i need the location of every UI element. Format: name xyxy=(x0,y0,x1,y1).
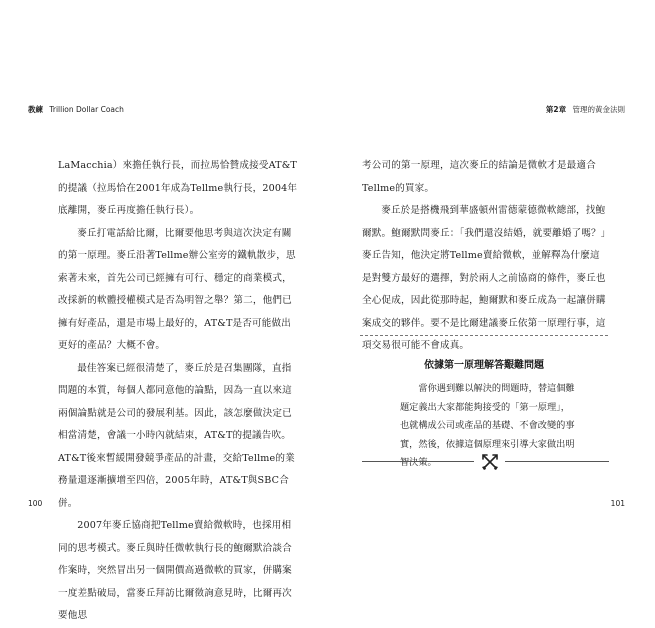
sidebar-title: 依據第一原理解答艱難問題 xyxy=(424,360,544,371)
right-page-number: 101 xyxy=(610,499,625,508)
right-page-body xyxy=(362,155,608,358)
header-chapter-title: 管理的黃金法則 xyxy=(572,105,625,114)
header-chapter-number: 第2章 xyxy=(545,105,567,114)
left-paragraph-2: 麥丘打電話給比爾，比爾要他思考與這次決定有關的第一原理。麥丘沿著Tellme辦公室旁的鐵軌散步，思索著未來，首先公司已經擁有可行、穩定的商業模式，改採新的軟體授權模式是否為明智之舉？第二，他們已擁有好產品，還是市場上最好的，AT&T是否可能做出更好的產品？大概不會。 xyxy=(58,227,296,351)
left-paragraph-3: 最佳答案已經很清楚了，麥丘於是召集團隊，直指問題的本質，每個人都同意他的論點，因為一直以來這兩個論點就是公司的發展利基。因此，該怎麼做決定已相當清楚，會議一小時內就結束，AT&T的提議告吹。AT&T後來暫緩開發競爭產品的計畫，交給Tellme的業務量還逐漸擴增至四倍，2005年時，AT&T與SBC合併。 xyxy=(58,362,295,509)
left-paragraph-4: 2007年麥丘協商把Tellme賣給微軟時，也採用相同的思考模式。麥丘與時任微軟執行長的鮑爾默洽談合作案時，突然冒出另一個開價高過微軟的買家，併購案一度差點破局，當麥丘拜訪比爾徵詢意見時，比爾再次要他思 xyxy=(58,520,292,621)
crossed-arrows-icon xyxy=(480,452,500,472)
header-book-title: Trillion Dollar Coach xyxy=(49,105,124,114)
left-page-number: 100 xyxy=(28,499,43,508)
right-paragraph-2: 麥丘於是搭機飛到華盛頓州雷德蒙德微軟總部，找鮑爾默。鮑爾默問麥丘：「我們還沒結婚，就要離婚了嗎？」麥丘告知，他決定將Tellme賣給微軟，並解釋為什麼這是對雙方最好的選擇，對於兩人之前協商的條件，麥丘也全心促成，因此從那時起，鮑爾默和麥丘成為一起讓併購案成交的夥伴。要不是比爾建議麥丘依第一原理行事，這項交易很可能不會成真。 xyxy=(362,205,606,351)
left-running-header xyxy=(28,104,124,115)
ornament-rule-left xyxy=(362,461,474,462)
right-running-header xyxy=(546,104,625,115)
sidebar-paragraph: 當你遇到難以解決的問題時，替這個難題定義出大家都能夠接受的「第一原理」，也就構成公司或產品的基礎、不會改變的事實，然後，依據這個原理來引導大家做出明智決策。 xyxy=(400,383,575,468)
header-book-label: 教練 xyxy=(28,105,43,114)
sidebar-divider xyxy=(360,335,608,336)
ornament-rule-right xyxy=(505,461,609,462)
right-paragraph-1: 考公司的第一原理，這次麥丘的結論是微軟才是最適合Tellme的買家。 xyxy=(362,160,596,194)
left-page-body xyxy=(58,155,300,628)
left-paragraph-1: LaMacchia）來擔任執行長，而拉馬恰贊成接受AT&T的提議（拉馬恰在2001年成為Tellme執行長，2004年底離開，麥丘再度擔任執行長）。 xyxy=(58,160,298,216)
